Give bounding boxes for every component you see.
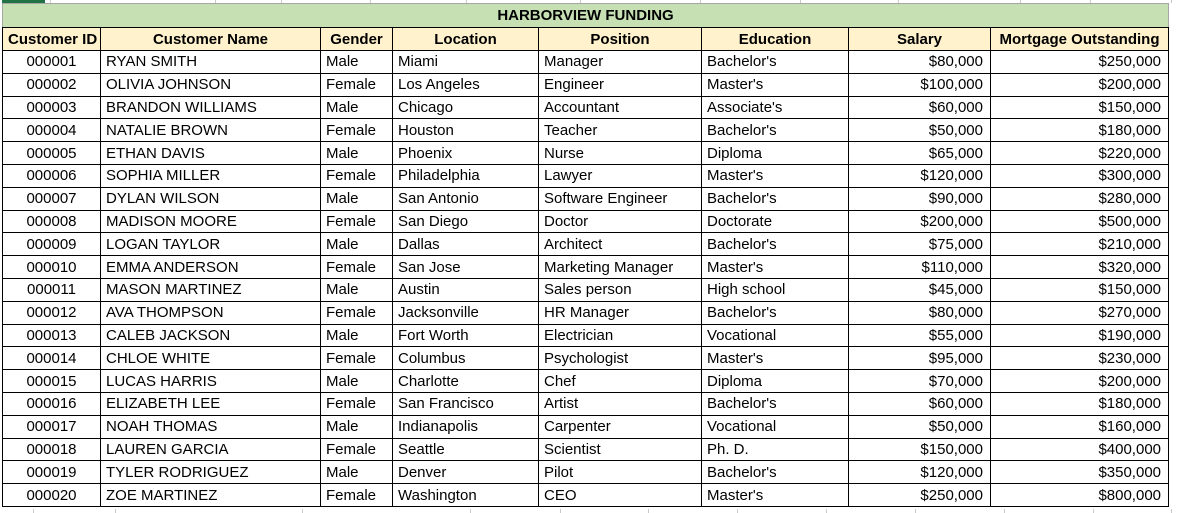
cell-customer-id[interactable]: 000001 bbox=[3, 51, 101, 74]
cell-mortgage-outstanding[interactable]: $300,000 bbox=[991, 164, 1169, 187]
cell-education[interactable]: Bachelor's bbox=[702, 119, 849, 142]
cell-gender[interactable]: Female bbox=[321, 210, 393, 233]
bottom-gridline-stub bbox=[115, 509, 116, 513]
cell-education[interactable]: Bachelor's bbox=[702, 51, 849, 74]
cell-customer-id[interactable]: 000002 bbox=[3, 73, 101, 96]
cell-gender[interactable]: Male bbox=[321, 324, 393, 347]
table-row bbox=[3, 119, 1169, 142]
cell-education[interactable]: Diploma bbox=[702, 142, 849, 165]
table-row bbox=[3, 73, 1169, 96]
cell-position[interactable]: Software Engineer bbox=[539, 187, 702, 210]
cell-salary[interactable]: $120,000 bbox=[849, 164, 991, 187]
cell-customer-id[interactable]: 000018 bbox=[3, 438, 101, 461]
table-row bbox=[3, 392, 1169, 415]
column-header-salary[interactable]: Salary bbox=[849, 28, 991, 51]
cell-customer-name[interactable]: NOAH THOMAS bbox=[101, 415, 321, 438]
cell-mortgage-outstanding[interactable]: $220,000 bbox=[991, 142, 1169, 165]
bottom-gridline-stub bbox=[470, 509, 471, 513]
cell-salary[interactable]: $200,000 bbox=[849, 210, 991, 233]
top-gridline-stub bbox=[1171, 0, 1172, 3]
column-header-education[interactable]: Education bbox=[702, 28, 849, 51]
cell-location[interactable]: Seattle bbox=[393, 438, 539, 461]
column-header-customer-id[interactable]: Customer ID bbox=[3, 28, 101, 51]
column-header-location[interactable]: Location bbox=[393, 28, 539, 51]
cell-customer-name[interactable]: ZOE MARTINEZ bbox=[101, 484, 321, 507]
cell-education[interactable]: Bachelor's bbox=[702, 301, 849, 324]
cell-position[interactable]: Architect bbox=[539, 233, 702, 256]
cell-mortgage-outstanding[interactable]: $230,000 bbox=[991, 347, 1169, 370]
cell-education[interactable]: Vocational bbox=[702, 324, 849, 347]
cell-gender[interactable]: Female bbox=[321, 164, 393, 187]
bottom-gridline-stub bbox=[915, 509, 916, 513]
cell-salary[interactable]: $90,000 bbox=[849, 187, 991, 210]
cell-gender[interactable]: Female bbox=[321, 119, 393, 142]
cell-education[interactable]: Doctorate bbox=[702, 210, 849, 233]
cell-position[interactable]: Scientist bbox=[539, 438, 702, 461]
cell-gender[interactable]: Female bbox=[321, 484, 393, 507]
table-row bbox=[3, 164, 1169, 187]
cell-salary[interactable]: $60,000 bbox=[849, 96, 991, 119]
cell-gender[interactable]: Female bbox=[321, 347, 393, 370]
cell-education[interactable]: Bachelor's bbox=[702, 392, 849, 415]
cell-location[interactable]: San Jose bbox=[393, 256, 539, 279]
cell-customer-id[interactable]: 000015 bbox=[3, 370, 101, 393]
cell-customer-name[interactable]: LAUREN GARCIA bbox=[101, 438, 321, 461]
cell-education[interactable]: Master's bbox=[702, 347, 849, 370]
column-header-customer-name[interactable]: Customer Name bbox=[101, 28, 321, 51]
cell-customer-name[interactable]: CHLOE WHITE bbox=[101, 347, 321, 370]
table-row bbox=[3, 256, 1169, 279]
cell-customer-name[interactable]: BRANDON WILLIAMS bbox=[101, 96, 321, 119]
cell-location[interactable]: Fort Worth bbox=[393, 324, 539, 347]
cell-position[interactable]: Artist bbox=[539, 392, 702, 415]
cell-salary[interactable]: $120,000 bbox=[849, 461, 991, 484]
cell-position[interactable]: Nurse bbox=[539, 142, 702, 165]
cell-mortgage-outstanding[interactable]: $350,000 bbox=[991, 461, 1169, 484]
bottom-gridline-stub bbox=[648, 509, 649, 513]
cell-location[interactable]: Houston bbox=[393, 119, 539, 142]
bottom-gridline-stub bbox=[1171, 509, 1172, 513]
bottom-gridline-stub bbox=[302, 509, 303, 513]
cell-position[interactable]: Engineer bbox=[539, 73, 702, 96]
cell-gender[interactable]: Male bbox=[321, 187, 393, 210]
cell-customer-name[interactable]: MASON MARTINEZ bbox=[101, 278, 321, 301]
cell-position[interactable]: Chef bbox=[539, 370, 702, 393]
cell-mortgage-outstanding[interactable]: $150,000 bbox=[991, 96, 1169, 119]
cell-education[interactable]: Bachelor's bbox=[702, 187, 849, 210]
cell-position[interactable]: Pilot bbox=[539, 461, 702, 484]
table-row bbox=[3, 324, 1169, 347]
cell-education[interactable]: Master's bbox=[702, 73, 849, 96]
cell-education[interactable]: Bachelor's bbox=[702, 233, 849, 256]
cell-location[interactable]: Charlotte bbox=[393, 370, 539, 393]
cell-customer-name[interactable]: RYAN SMITH bbox=[101, 51, 321, 74]
cell-customer-id[interactable]: 000017 bbox=[3, 415, 101, 438]
cell-education[interactable]: Bachelor's bbox=[702, 461, 849, 484]
cell-customer-name[interactable]: MADISON MOORE bbox=[101, 210, 321, 233]
cell-location[interactable]: Los Angeles bbox=[393, 73, 539, 96]
cell-gender[interactable]: Male bbox=[321, 278, 393, 301]
cell-location[interactable]: Jacksonville bbox=[393, 301, 539, 324]
bottom-gridline-stub bbox=[33, 509, 34, 513]
cell-salary[interactable]: $60,000 bbox=[849, 392, 991, 415]
cell-customer-name[interactable]: EMMA ANDERSON bbox=[101, 256, 321, 279]
cell-location[interactable]: Washington bbox=[393, 484, 539, 507]
cell-gender[interactable]: Male bbox=[321, 51, 393, 74]
cell-mortgage-outstanding[interactable]: $210,000 bbox=[991, 233, 1169, 256]
title-row bbox=[3, 4, 1169, 28]
cell-location[interactable]: Denver bbox=[393, 461, 539, 484]
cell-location[interactable]: Phoenix bbox=[393, 142, 539, 165]
cell-mortgage-outstanding[interactable]: $400,000 bbox=[991, 438, 1169, 461]
cell-salary[interactable]: $75,000 bbox=[849, 233, 991, 256]
cell-salary[interactable]: $55,000 bbox=[849, 324, 991, 347]
cell-location[interactable]: Miami bbox=[393, 51, 539, 74]
cell-salary[interactable]: $110,000 bbox=[849, 256, 991, 279]
cell-mortgage-outstanding[interactable]: $200,000 bbox=[991, 73, 1169, 96]
cell-customer-id[interactable]: 000019 bbox=[3, 461, 101, 484]
cell-position[interactable]: Sales person bbox=[539, 278, 702, 301]
table-row bbox=[3, 438, 1169, 461]
bottom-gridline-stub bbox=[1004, 509, 1005, 513]
cell-customer-id[interactable]: 000008 bbox=[3, 210, 101, 233]
cell-location[interactable]: San Antonio bbox=[393, 187, 539, 210]
table-row bbox=[3, 278, 1169, 301]
cell-education[interactable]: High school bbox=[702, 278, 849, 301]
cell-salary[interactable]: $70,000 bbox=[849, 370, 991, 393]
cell-education[interactable]: Diploma bbox=[702, 370, 849, 393]
cell-location[interactable]: Philadelphia bbox=[393, 164, 539, 187]
customer-table bbox=[2, 3, 1169, 507]
cell-position[interactable]: HR Manager bbox=[539, 301, 702, 324]
cell-customer-id[interactable]: 000006 bbox=[3, 164, 101, 187]
cell-education[interactable]: Associate's bbox=[702, 96, 849, 119]
cell-mortgage-outstanding[interactable]: $270,000 bbox=[991, 301, 1169, 324]
cell-salary[interactable]: $45,000 bbox=[849, 278, 991, 301]
table-row bbox=[3, 96, 1169, 119]
cell-location[interactable]: Austin bbox=[393, 278, 539, 301]
cell-salary[interactable]: $100,000 bbox=[849, 73, 991, 96]
table-row bbox=[3, 415, 1169, 438]
table-row bbox=[3, 187, 1169, 210]
header-row bbox=[3, 28, 1169, 51]
cell-customer-name[interactable]: ELIZABETH LEE bbox=[101, 392, 321, 415]
cell-customer-id[interactable]: 000007 bbox=[3, 187, 101, 210]
cell-customer-name[interactable]: LUCAS HARRIS bbox=[101, 370, 321, 393]
cell-position[interactable]: Manager bbox=[539, 51, 702, 74]
column-header-mortgage-outstanding[interactable]: Mortgage Outstanding bbox=[991, 28, 1169, 51]
cell-salary[interactable]: $80,000 bbox=[849, 301, 991, 324]
cell-customer-id[interactable]: 000010 bbox=[3, 256, 101, 279]
cell-location[interactable]: Dallas bbox=[393, 233, 539, 256]
cell-position[interactable]: Teacher bbox=[539, 119, 702, 142]
table-row bbox=[3, 51, 1169, 74]
cell-customer-id[interactable]: 000009 bbox=[3, 233, 101, 256]
cell-mortgage-outstanding[interactable]: $800,000 bbox=[991, 484, 1169, 507]
cell-salary[interactable]: $50,000 bbox=[849, 415, 991, 438]
cell-customer-id[interactable]: 000012 bbox=[3, 301, 101, 324]
cell-gender[interactable]: Male bbox=[321, 233, 393, 256]
cell-position[interactable]: Lawyer bbox=[539, 164, 702, 187]
cell-gender[interactable]: Male bbox=[321, 142, 393, 165]
cell-position[interactable]: Doctor bbox=[539, 210, 702, 233]
cell-customer-id[interactable]: 000011 bbox=[3, 278, 101, 301]
cell-customer-name[interactable]: CALEB JACKSON bbox=[101, 324, 321, 347]
cell-salary[interactable]: $150,000 bbox=[849, 438, 991, 461]
cell-gender[interactable]: Male bbox=[321, 461, 393, 484]
cell-customer-name[interactable]: OLIVIA JOHNSON bbox=[101, 73, 321, 96]
cell-gender[interactable]: Female bbox=[321, 73, 393, 96]
cell-location[interactable]: Indianapolis bbox=[393, 415, 539, 438]
page-title[interactable]: HARBORVIEW FUNDING bbox=[3, 4, 1169, 28]
table-row bbox=[3, 233, 1169, 256]
table-row bbox=[3, 461, 1169, 484]
cell-education[interactable]: Ph. D. bbox=[702, 438, 849, 461]
bottom-gridline-stub bbox=[560, 509, 561, 513]
table-row bbox=[3, 301, 1169, 324]
cell-salary[interactable]: $95,000 bbox=[849, 347, 991, 370]
cell-customer-name[interactable]: SOPHIA MILLER bbox=[101, 164, 321, 187]
cell-mortgage-outstanding[interactable]: $500,000 bbox=[991, 210, 1169, 233]
cell-education[interactable]: Vocational bbox=[702, 415, 849, 438]
cell-customer-name[interactable]: AVA THOMPSON bbox=[101, 301, 321, 324]
cell-customer-name[interactable]: LOGAN TAYLOR bbox=[101, 233, 321, 256]
cell-education[interactable]: Master's bbox=[702, 256, 849, 279]
cell-location[interactable]: Columbus bbox=[393, 347, 539, 370]
table-body bbox=[3, 51, 1169, 507]
cell-gender[interactable]: Male bbox=[321, 370, 393, 393]
cell-customer-id[interactable]: 000020 bbox=[3, 484, 101, 507]
cell-gender[interactable]: Male bbox=[321, 96, 393, 119]
cell-customer-id[interactable]: 000013 bbox=[3, 324, 101, 347]
cell-mortgage-outstanding[interactable]: $180,000 bbox=[991, 119, 1169, 142]
bottom-gridline-stub bbox=[1093, 509, 1094, 513]
cell-education[interactable]: Master's bbox=[702, 164, 849, 187]
cell-salary[interactable]: $80,000 bbox=[849, 51, 991, 74]
cell-mortgage-outstanding[interactable]: $250,000 bbox=[991, 51, 1169, 74]
cell-position[interactable]: Carpenter bbox=[539, 415, 702, 438]
cell-salary[interactable]: $250,000 bbox=[849, 484, 991, 507]
cell-gender[interactable]: Female bbox=[321, 256, 393, 279]
cell-location[interactable]: San Diego bbox=[393, 210, 539, 233]
cell-location[interactable]: San Francisco bbox=[393, 392, 539, 415]
column-header-position[interactable]: Position bbox=[539, 28, 702, 51]
cell-salary[interactable]: $50,000 bbox=[849, 119, 991, 142]
bottom-gridline-stub bbox=[826, 509, 827, 513]
cell-customer-id[interactable]: 000004 bbox=[3, 119, 101, 142]
table-row bbox=[3, 484, 1169, 507]
cell-gender[interactable]: Female bbox=[321, 392, 393, 415]
cell-customer-id[interactable]: 000003 bbox=[3, 96, 101, 119]
cell-customer-name[interactable]: DYLAN WILSON bbox=[101, 187, 321, 210]
cell-mortgage-outstanding[interactable]: $280,000 bbox=[991, 187, 1169, 210]
table-row bbox=[3, 142, 1169, 165]
bottom-gridline-stub bbox=[737, 509, 738, 513]
cell-mortgage-outstanding[interactable]: $200,000 bbox=[991, 370, 1169, 393]
table-row bbox=[3, 347, 1169, 370]
cell-mortgage-outstanding[interactable]: $320,000 bbox=[991, 256, 1169, 279]
cell-position[interactable]: CEO bbox=[539, 484, 702, 507]
cell-position[interactable]: Psychologist bbox=[539, 347, 702, 370]
cell-position[interactable]: Electrician bbox=[539, 324, 702, 347]
cell-mortgage-outstanding[interactable]: $180,000 bbox=[991, 392, 1169, 415]
cell-mortgage-outstanding[interactable]: $150,000 bbox=[991, 278, 1169, 301]
cell-customer-name[interactable]: TYLER RODRIGUEZ bbox=[101, 461, 321, 484]
cell-education[interactable]: Master's bbox=[702, 484, 849, 507]
cell-customer-id[interactable]: 000016 bbox=[3, 392, 101, 415]
column-header-gender[interactable]: Gender bbox=[321, 28, 393, 51]
cell-salary[interactable]: $65,000 bbox=[849, 142, 991, 165]
cell-customer-id[interactable]: 000014 bbox=[3, 347, 101, 370]
cell-mortgage-outstanding[interactable]: $160,000 bbox=[991, 415, 1169, 438]
cell-position[interactable]: Marketing Manager bbox=[539, 256, 702, 279]
table-row bbox=[3, 370, 1169, 393]
cell-location[interactable]: Chicago bbox=[393, 96, 539, 119]
table-row bbox=[3, 210, 1169, 233]
cell-gender[interactable]: Female bbox=[321, 438, 393, 461]
cell-customer-name[interactable]: NATALIE BROWN bbox=[101, 119, 321, 142]
cell-gender[interactable]: Female bbox=[321, 301, 393, 324]
cell-gender[interactable]: Male bbox=[321, 415, 393, 438]
cell-customer-id[interactable]: 000005 bbox=[3, 142, 101, 165]
cell-customer-name[interactable]: ETHAN DAVIS bbox=[101, 142, 321, 165]
cell-position[interactable]: Accountant bbox=[539, 96, 702, 119]
cell-mortgage-outstanding[interactable]: $190,000 bbox=[991, 324, 1169, 347]
